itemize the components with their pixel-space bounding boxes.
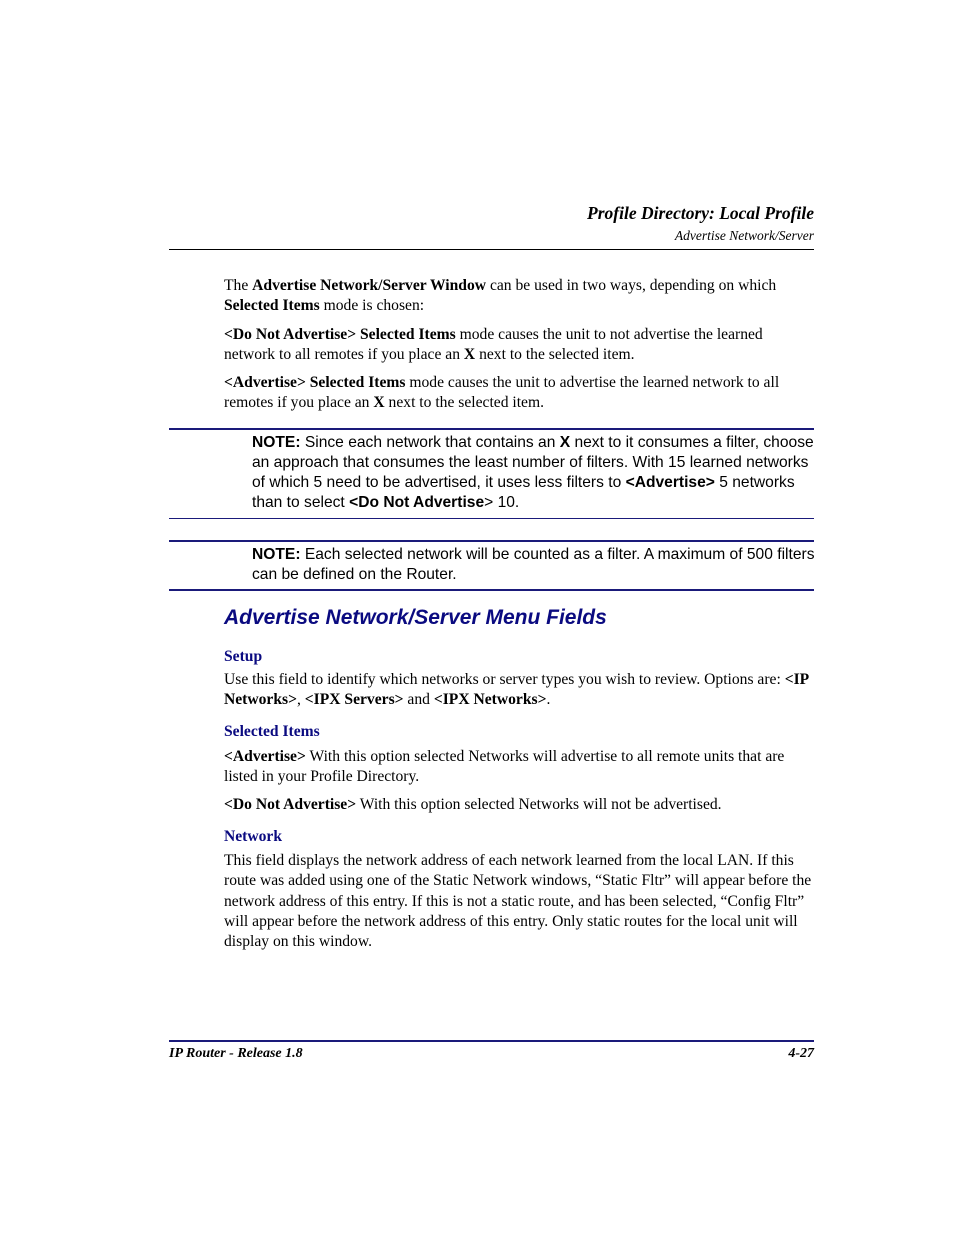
selected-items-heading: Selected Items [224,723,320,740]
section-heading: Advertise Network/Server Menu Fields [224,606,607,629]
note-1: NOTE: Since each network that contains an X next to it consumes a filter, choose an approach that consumes the least number of filters. With 15 learned networks of which 5 need to be advertised, it uses less filters to <Advertise> 5 networks than to select <Do Not Advertise> 10. [252,434,814,511]
chapter-title: Profile Directory: Local Profile [587,203,814,223]
network-heading: Network [224,828,283,845]
section-subtitle: Advertise Network/Server [674,228,814,243]
setup-paragraph: Use this field to identify which networks or server types you wish to review. Options are: <IP Networks>, <IPX Servers> and <IPX Networks>. [224,671,809,709]
network-paragraph: This field displays the network address of each network learned from the local LAN. If this route was added using one of the Static Network windows, “Static Fltr” will appear before the network address of this entry. If this is not a static route, and has been selected, “Config Fltr” will appear before the network address of this entry. Only static routes for the local unit will display on this window. [224,852,812,951]
setup-heading: Setup [224,648,263,665]
page-number: 4-27 [788,1046,814,1061]
note-label: NOTE: [252,546,301,563]
note-1-top-rule [169,428,814,430]
note-label: NOTE: [252,434,301,451]
footer-document-title: IP Router - Release 1.8 [169,1046,303,1061]
note-1-bottom-rule [169,518,814,519]
header-rule [169,249,814,250]
note-2: NOTE: Each selected network will be counted as a filter. A maximum of 500 filters can be defined on the Router. [252,546,815,583]
note-2-top-rule [169,540,814,542]
note-2-bottom-rule [169,589,814,591]
intro-paragraph-2: <Do Not Advertise> Selected Items mode causes the unit to not advertise the learned network to all remotes if you place an X next to the selected item. [224,326,763,364]
footer-rule [169,1040,814,1042]
intro-paragraph-3: <Advertise> Selected Items mode causes the unit to advertise the learned network to all remotes if you place an X next to the selected item. [224,374,780,412]
selected-items-paragraph-2: <Do Not Advertise> With this option selected Networks will not be advertised. [224,796,722,813]
selected-items-paragraph-1: <Advertise> With this option selected Networks will advertise to all remote units that are listed in your Profile Directory. [224,748,785,786]
intro-paragraph-1: The Advertise Network/Server Window can be used in two ways, depending on which Selected Items mode is chosen: [224,277,777,315]
